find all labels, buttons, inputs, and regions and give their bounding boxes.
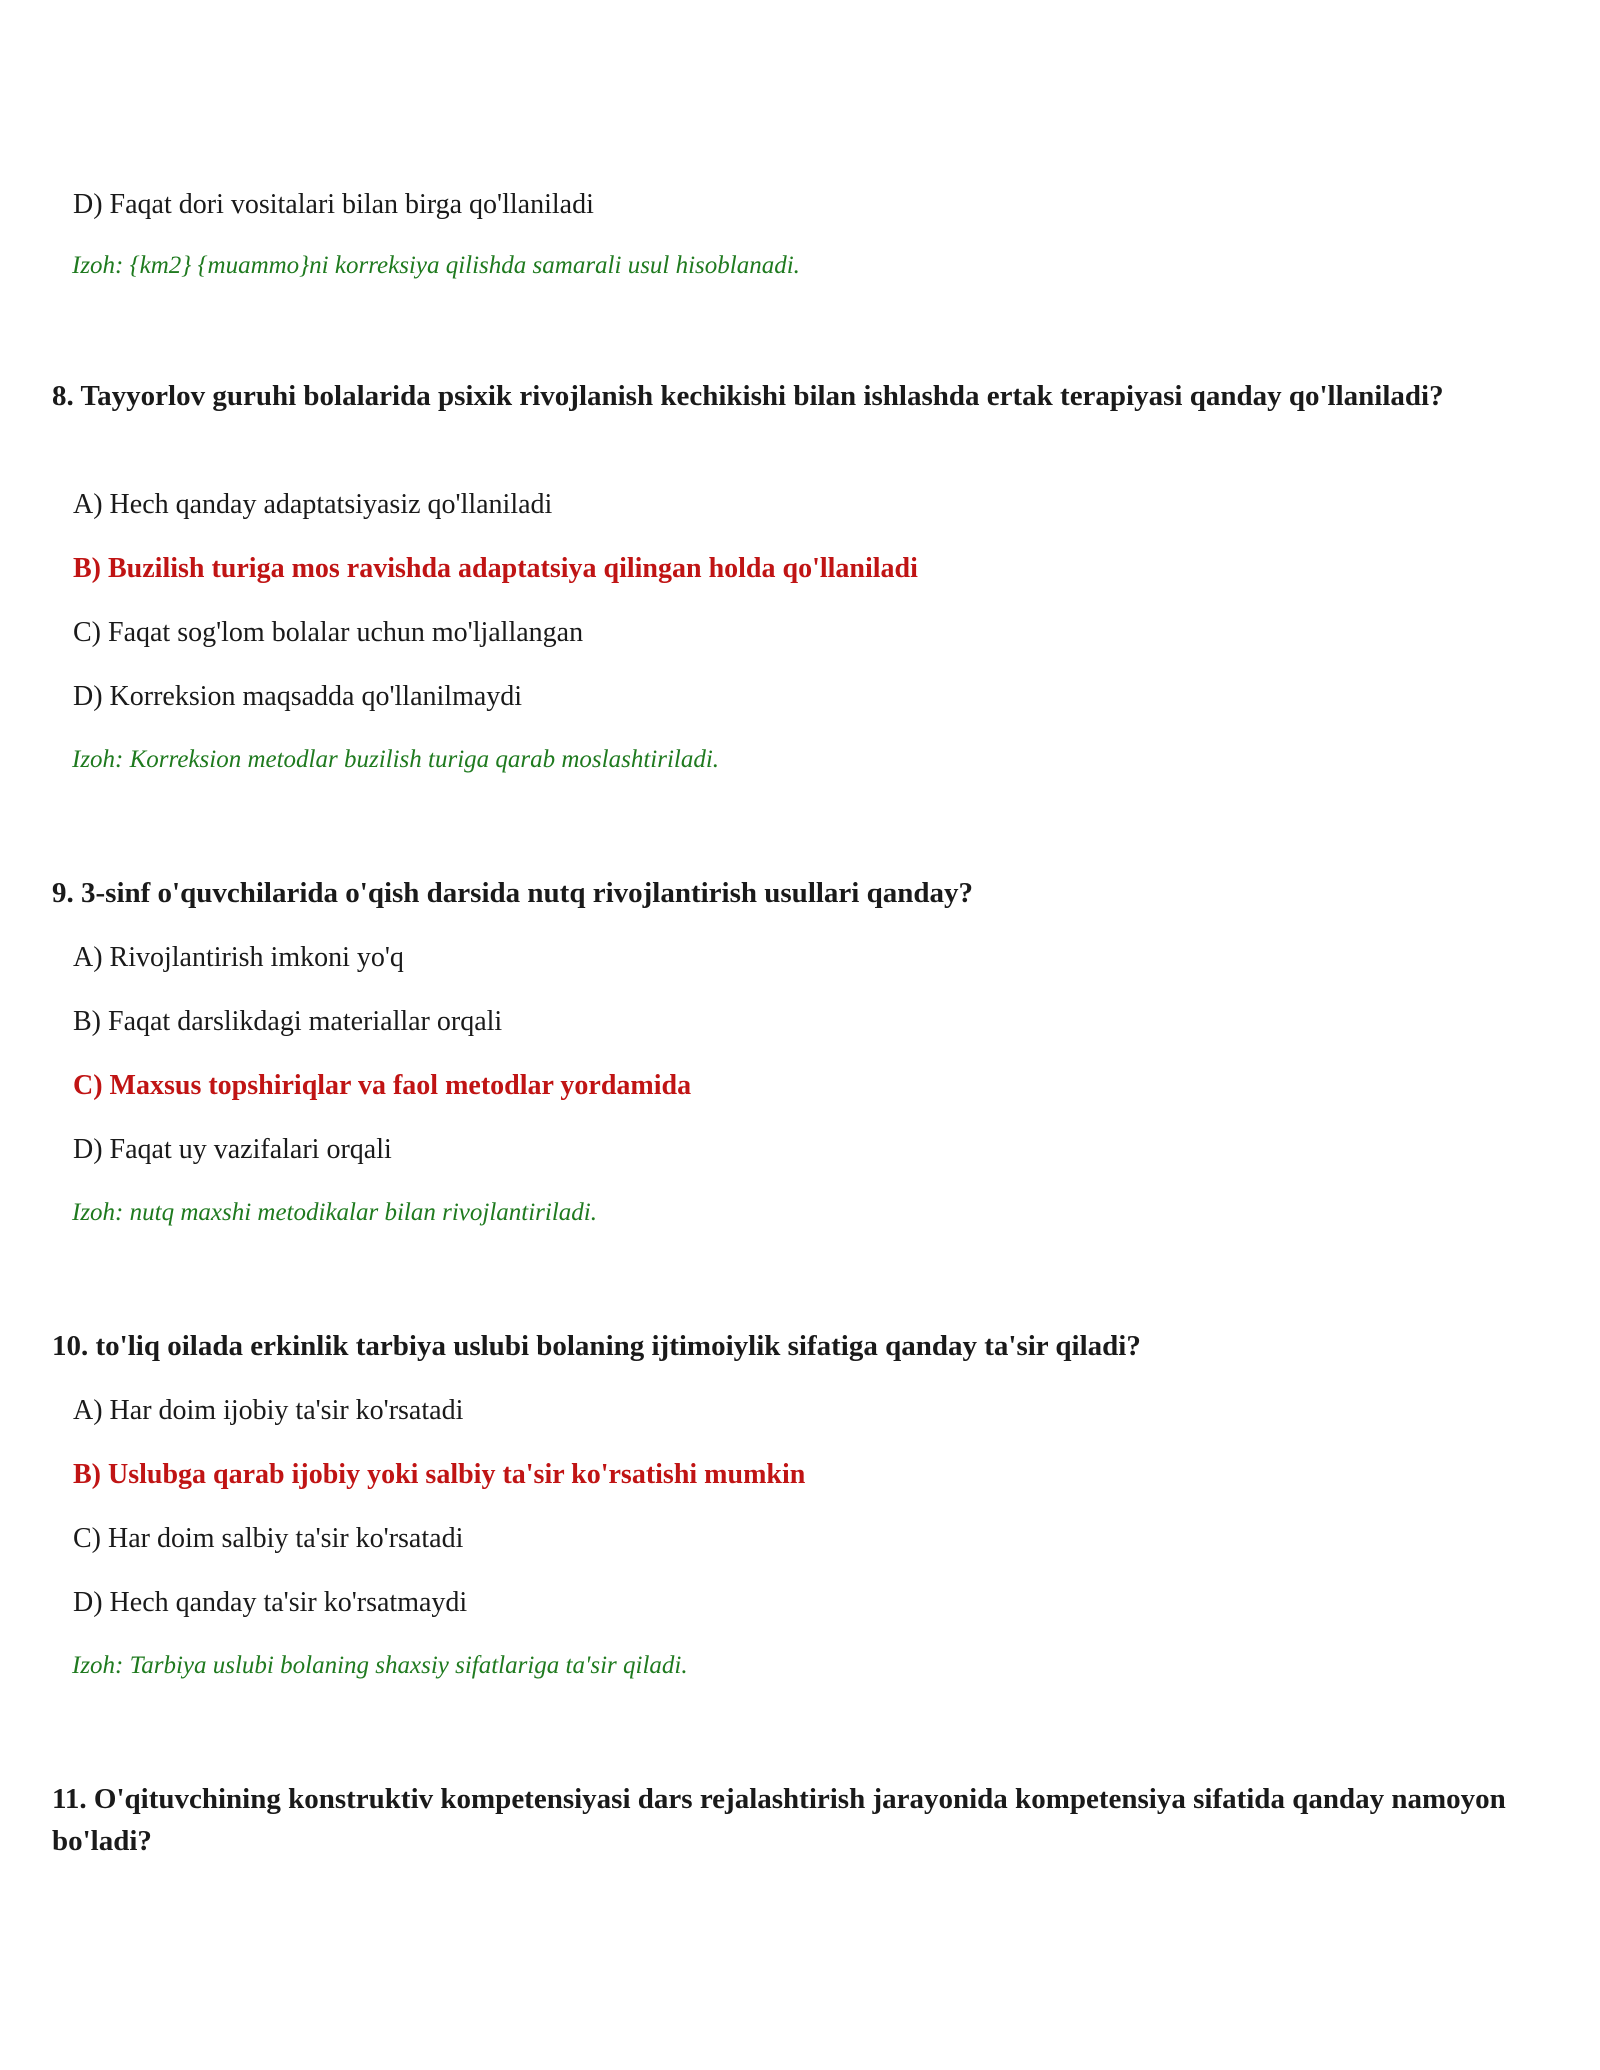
q9-title: 9. 3-sinf o'quvchilarida o'qish darsida nutq rivojlantirish usullari qanday? — [52, 877, 973, 909]
q9-note: Izoh: nutq maxshi metodikalar bilan rivojlantiriladi. — [72, 1199, 597, 1226]
q11-title: 11. O'qituvchining konstruktiv kompetensiyasi dars rejalashtirish jarayonida kompetensiya sifatida qanday namoyon bo'ladi? — [52, 1783, 1506, 1857]
q9-option-d: D) Faqat uy vazifalari orqali — [73, 1134, 392, 1165]
q7-note: Izoh: {km2} {muammo}ni korreksiya qilishda samarali usul hisoblanadi. — [72, 252, 800, 279]
q8-note: Izoh: Korreksion metodlar buzilish turiga qarab moslashtiriladi. — [72, 746, 720, 773]
q8-option-c: C) Faqat sog'lom bolalar uchun mo'ljallangan — [73, 617, 584, 648]
q10-title: 10. to'liq oilada erkinlik tarbiya uslubi bolaning ijtimoiylik sifatiga qanday ta'sir qiladi? — [52, 1330, 1141, 1362]
q9-option-a: A) Rivojlantirish imkoni yo'q — [73, 942, 404, 973]
q9-option-b: B) Faqat darslikdagi materiallar orqali — [73, 1006, 503, 1037]
q8-option-d: D) Korreksion maqsadda qo'llanilmaydi — [73, 681, 523, 712]
q10-option-b-correct: B) Uslubga qarab ijobiy yoki salbiy ta'sir ko'rsatishi mumkin — [73, 1459, 806, 1490]
q10-option-d: D) Hech qanday ta'sir ko'rsatmaydi — [73, 1587, 468, 1618]
q8-option-a: A) Hech qanday adaptatsiyasiz qo'llaniladi — [73, 489, 553, 520]
q8-title: 8. Tayyorlov guruhi bolalarida psixik rivojlanish kechikishi bilan ishlashda ertak terapiyasi qanday qo'llaniladi? — [52, 380, 1444, 412]
q8-option-b-correct: B) Buzilish turiga mos ravishda adaptatsiya qilingan holda qo'llaniladi — [73, 553, 918, 584]
q9-option-c-correct: C) Maxsus topshiriqlar va faol metodlar yordamida — [73, 1070, 692, 1101]
q7-option-d: D) Faqat dori vositalari bilan birga qo'llaniladi — [73, 189, 594, 220]
q10-option-a: A) Har doim ijobiy ta'sir ko'rsatadi — [73, 1395, 464, 1426]
q10-note: Izoh: Tarbiya uslubi bolaning shaxsiy sifatlariga ta'sir qiladi. — [72, 1652, 688, 1679]
q10-option-c: C) Har doim salbiy ta'sir ko'rsatadi — [73, 1523, 464, 1554]
